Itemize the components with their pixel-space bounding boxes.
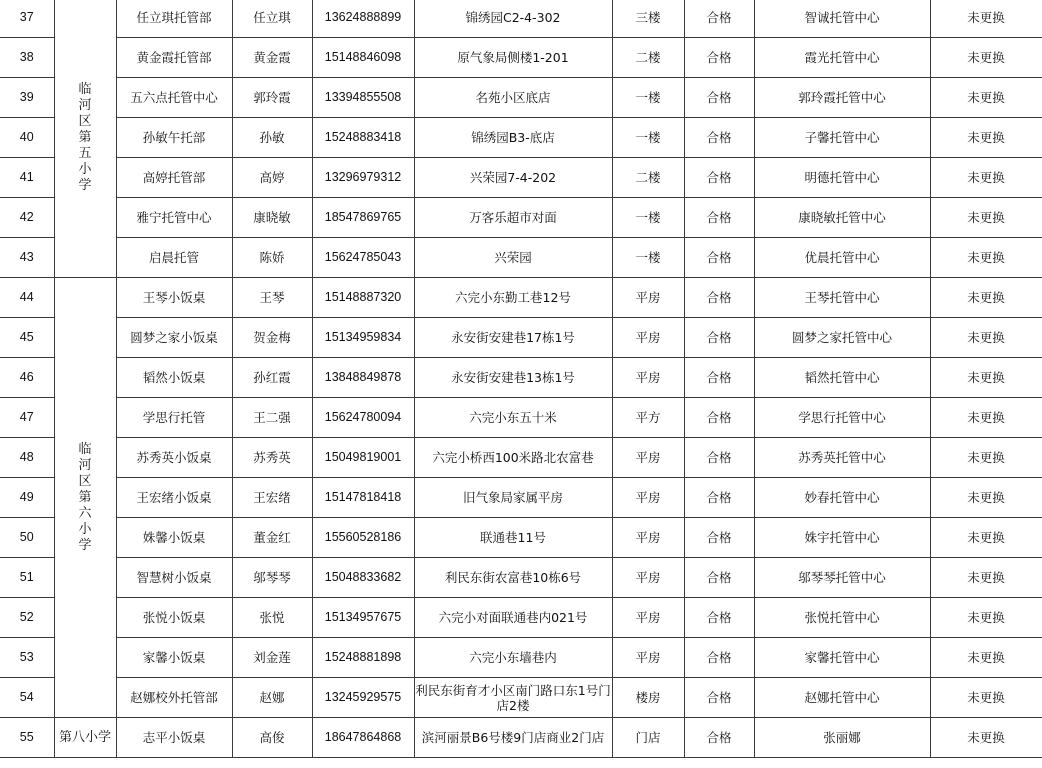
- institution-name: 圆梦之家小饭桌: [116, 318, 232, 358]
- phone-number: 13296979312: [312, 158, 414, 198]
- floor-type: 平房: [612, 438, 684, 478]
- phone-number: 15560528186: [312, 518, 414, 558]
- address: 旧气象局家属平房: [414, 478, 612, 518]
- change-status: 未更换: [930, 278, 1042, 318]
- change-status: 未更换: [930, 718, 1042, 758]
- new-name: 学思行托管中心: [754, 398, 930, 438]
- floor-type: 平房: [612, 278, 684, 318]
- change-status: 未更换: [930, 398, 1042, 438]
- new-name: 苏秀英托管中心: [754, 438, 930, 478]
- contact-person: 高婷: [232, 158, 312, 198]
- phone-number: 13394855508: [312, 78, 414, 118]
- new-name: 郭玲霞托管中心: [754, 78, 930, 118]
- inspection-result: 合格: [684, 38, 754, 78]
- contact-person: 任立琪: [232, 0, 312, 38]
- table-row: [0, 38, 1042, 78]
- institution-name: 赵娜校外托管部: [116, 678, 232, 718]
- address: 六完小东勤工巷12号: [414, 278, 612, 318]
- school-name-text: 临河区第六小学: [78, 441, 92, 553]
- school-name-text: 临河区第五小学: [78, 81, 92, 193]
- contact-person: 孙红霞: [232, 358, 312, 398]
- row-number: 48: [0, 438, 54, 478]
- new-name: 圆梦之家托管中心: [754, 318, 930, 358]
- institution-name: 姝馨小饭桌: [116, 518, 232, 558]
- table-row: [0, 718, 1042, 758]
- inspection-result: 合格: [684, 0, 754, 38]
- address: 兴荣园: [414, 238, 612, 278]
- inspection-result: 合格: [684, 358, 754, 398]
- floor-type: 一楼: [612, 78, 684, 118]
- inspection-result: 合格: [684, 558, 754, 598]
- institution-name: 启晨托管: [116, 238, 232, 278]
- table-row: [0, 398, 1042, 438]
- phone-number: 15624780094: [312, 398, 414, 438]
- address: 永安街安建巷17栋1号: [414, 318, 612, 358]
- floor-type: 平方: [612, 398, 684, 438]
- table-row: [0, 278, 1042, 318]
- table-row: [0, 638, 1042, 678]
- contact-person: 董金红: [232, 518, 312, 558]
- inspection-result: 合格: [684, 638, 754, 678]
- row-number: 42: [0, 198, 54, 238]
- row-number: 41: [0, 158, 54, 198]
- phone-number: 13848849878: [312, 358, 414, 398]
- contact-person: 王宏绪: [232, 478, 312, 518]
- address: 兴荣园7-4-202: [414, 158, 612, 198]
- address: 六完小对面联通巷内021号: [414, 598, 612, 638]
- phone-number: 13245929575: [312, 678, 414, 718]
- address: 滨河丽景B6号楼9门店商业2门店: [414, 718, 612, 758]
- table-row: [0, 558, 1042, 598]
- phone-number: 15147818418: [312, 478, 414, 518]
- address: 原气象局侧楼1-201: [414, 38, 612, 78]
- new-name: 明德托管中心: [754, 158, 930, 198]
- change-status: 未更换: [930, 238, 1042, 278]
- new-name: 赵娜托管中心: [754, 678, 930, 718]
- inspection-result: 合格: [684, 398, 754, 438]
- row-number: 51: [0, 558, 54, 598]
- new-name: 张丽娜: [754, 718, 930, 758]
- school-name: [54, 0, 116, 278]
- institution-name: 张悦小饭桌: [116, 598, 232, 638]
- institution-name: 苏秀英小饭桌: [116, 438, 232, 478]
- inspection-result: 合格: [684, 198, 754, 238]
- change-status: 未更换: [930, 478, 1042, 518]
- address: 万客乐超市对面: [414, 198, 612, 238]
- contact-person: 苏秀英: [232, 438, 312, 478]
- contact-person: 赵娜: [232, 678, 312, 718]
- floor-type: 平房: [612, 558, 684, 598]
- inspection-result: 合格: [684, 438, 754, 478]
- change-status: 未更换: [930, 318, 1042, 358]
- row-number: 55: [0, 718, 54, 758]
- table-row: [0, 198, 1042, 238]
- phone-number: 15148846098: [312, 38, 414, 78]
- row-number: 52: [0, 598, 54, 638]
- change-status: 未更换: [930, 0, 1042, 38]
- inspection-result: 合格: [684, 518, 754, 558]
- new-name: 霞光托管中心: [754, 38, 930, 78]
- new-name: 子馨托管中心: [754, 118, 930, 158]
- phone-number: 18647864868: [312, 718, 414, 758]
- new-name: 妙春托管中心: [754, 478, 930, 518]
- contact-person: 康晓敏: [232, 198, 312, 238]
- institution-name: 王宏绪小饭桌: [116, 478, 232, 518]
- school-name: [54, 718, 116, 758]
- new-name: 韬然托管中心: [754, 358, 930, 398]
- institution-name: 韬然小饭桌: [116, 358, 232, 398]
- address: 锦绣园C2-4-302: [414, 0, 612, 38]
- floor-type: 三楼: [612, 0, 684, 38]
- inspection-result: 合格: [684, 118, 754, 158]
- phone-number: 15049819001: [312, 438, 414, 478]
- contact-person: 郭玲霞: [232, 78, 312, 118]
- row-number: 40: [0, 118, 54, 158]
- table-row: [0, 78, 1042, 118]
- row-number: 49: [0, 478, 54, 518]
- floor-type: 二楼: [612, 158, 684, 198]
- table-row: [0, 158, 1042, 198]
- table-row: [0, 318, 1042, 358]
- table-row: [0, 518, 1042, 558]
- floor-type: 一楼: [612, 118, 684, 158]
- institution-name: 雅宁托管中心: [116, 198, 232, 238]
- address: 名苑小区底店: [414, 78, 612, 118]
- institution-name: 学思行托管: [116, 398, 232, 438]
- new-name: 家馨托管中心: [754, 638, 930, 678]
- change-status: 未更换: [930, 118, 1042, 158]
- phone-number: 15248881898: [312, 638, 414, 678]
- contact-person: 陈娇: [232, 238, 312, 278]
- change-status: 未更换: [930, 358, 1042, 398]
- contact-person: 孙敏: [232, 118, 312, 158]
- inspection-result: 合格: [684, 718, 754, 758]
- change-status: 未更换: [930, 158, 1042, 198]
- new-name: 康晓敏托管中心: [754, 198, 930, 238]
- new-name: 优晨托管中心: [754, 238, 930, 278]
- floor-type: 一楼: [612, 238, 684, 278]
- row-number: 47: [0, 398, 54, 438]
- address: 联通巷11号: [414, 518, 612, 558]
- institution-name: 家馨小饭桌: [116, 638, 232, 678]
- phone-number: 15148887320: [312, 278, 414, 318]
- address: 六完小东墙巷内: [414, 638, 612, 678]
- floor-type: 平房: [612, 518, 684, 558]
- change-status: 未更换: [930, 438, 1042, 478]
- inspection-result: 合格: [684, 678, 754, 718]
- address: 利民东街农富巷10栋6号: [414, 558, 612, 598]
- row-number: 46: [0, 358, 54, 398]
- floor-type: 门店: [612, 718, 684, 758]
- institution-name: 五六点托管中心: [116, 78, 232, 118]
- table-row: [0, 118, 1042, 158]
- table-row: [0, 598, 1042, 638]
- address: 六完小桥西100米路北农富巷: [414, 438, 612, 478]
- contact-person: 王琴: [232, 278, 312, 318]
- floor-type: 二楼: [612, 38, 684, 78]
- contact-person: 黄金霞: [232, 38, 312, 78]
- row-number: 53: [0, 638, 54, 678]
- floor-type: 平房: [612, 598, 684, 638]
- inspection-result: 合格: [684, 278, 754, 318]
- change-status: 未更换: [930, 678, 1042, 718]
- new-name: 姝宇托管中心: [754, 518, 930, 558]
- institution-name: 王琴小饭桌: [116, 278, 232, 318]
- floor-type: 平房: [612, 318, 684, 358]
- phone-number: 15624785043: [312, 238, 414, 278]
- institution-name: 志平小饭桌: [116, 718, 232, 758]
- school-name-text: 第八小学: [58, 729, 111, 745]
- contact-person: 刘金莲: [232, 638, 312, 678]
- floor-type: 平房: [612, 478, 684, 518]
- phone-number: 15134957675: [312, 598, 414, 638]
- inspection-result: 合格: [684, 478, 754, 518]
- row-number: 54: [0, 678, 54, 718]
- contact-person: 张悦: [232, 598, 312, 638]
- row-number: 39: [0, 78, 54, 118]
- institution-name: 高婷托管部: [116, 158, 232, 198]
- new-name: 邬琴琴托管中心: [754, 558, 930, 598]
- floor-type: 一楼: [612, 198, 684, 238]
- change-status: 未更换: [930, 198, 1042, 238]
- change-status: 未更换: [930, 518, 1042, 558]
- row-number: 43: [0, 238, 54, 278]
- row-number: 44: [0, 278, 54, 318]
- phone-number: 18547869765: [312, 198, 414, 238]
- institution-name: 智慧树小饭桌: [116, 558, 232, 598]
- new-name: 王琴托管中心: [754, 278, 930, 318]
- new-name: 张悦托管中心: [754, 598, 930, 638]
- new-name: 智诚托管中心: [754, 0, 930, 38]
- row-number: 38: [0, 38, 54, 78]
- floor-type: 平房: [612, 638, 684, 678]
- contact-person: 邬琴琴: [232, 558, 312, 598]
- contact-person: 贺金梅: [232, 318, 312, 358]
- table-row: [0, 478, 1042, 518]
- inspection-result: 合格: [684, 318, 754, 358]
- floor-type: 楼房: [612, 678, 684, 718]
- institution-name: 孙敏午托部: [116, 118, 232, 158]
- phone-number: 15134959834: [312, 318, 414, 358]
- contact-person: 王二强: [232, 398, 312, 438]
- inspection-result: 合格: [684, 598, 754, 638]
- change-status: 未更换: [930, 638, 1042, 678]
- institution-name: 任立琪托管部: [116, 0, 232, 38]
- contact-person: 高俊: [232, 718, 312, 758]
- row-number: 37: [0, 0, 54, 38]
- change-status: 未更换: [930, 38, 1042, 78]
- table-row: [0, 678, 1042, 718]
- table-row: [0, 238, 1042, 278]
- row-number: 45: [0, 318, 54, 358]
- floor-type: 平房: [612, 358, 684, 398]
- institution-name: 黄金霞托管部: [116, 38, 232, 78]
- table-row: [0, 438, 1042, 478]
- phone-number: 15048833682: [312, 558, 414, 598]
- phone-number: 13624888899: [312, 0, 414, 38]
- phone-number: 15248883418: [312, 118, 414, 158]
- school-name: [54, 278, 116, 718]
- inspection-result: 合格: [684, 158, 754, 198]
- table-row: [0, 358, 1042, 398]
- address: 六完小东五十米: [414, 398, 612, 438]
- address: 利民东街育才小区南门路口东1号门店2楼: [414, 678, 612, 718]
- inspection-result: 合格: [684, 238, 754, 278]
- change-status: 未更换: [930, 558, 1042, 598]
- change-status: 未更换: [930, 78, 1042, 118]
- address: 锦绣园B3-底店: [414, 118, 612, 158]
- inspection-result: 合格: [684, 78, 754, 118]
- change-status: 未更换: [930, 598, 1042, 638]
- row-number: 50: [0, 518, 54, 558]
- address: 永安街安建巷13栋1号: [414, 358, 612, 398]
- table-row: [0, 0, 1042, 38]
